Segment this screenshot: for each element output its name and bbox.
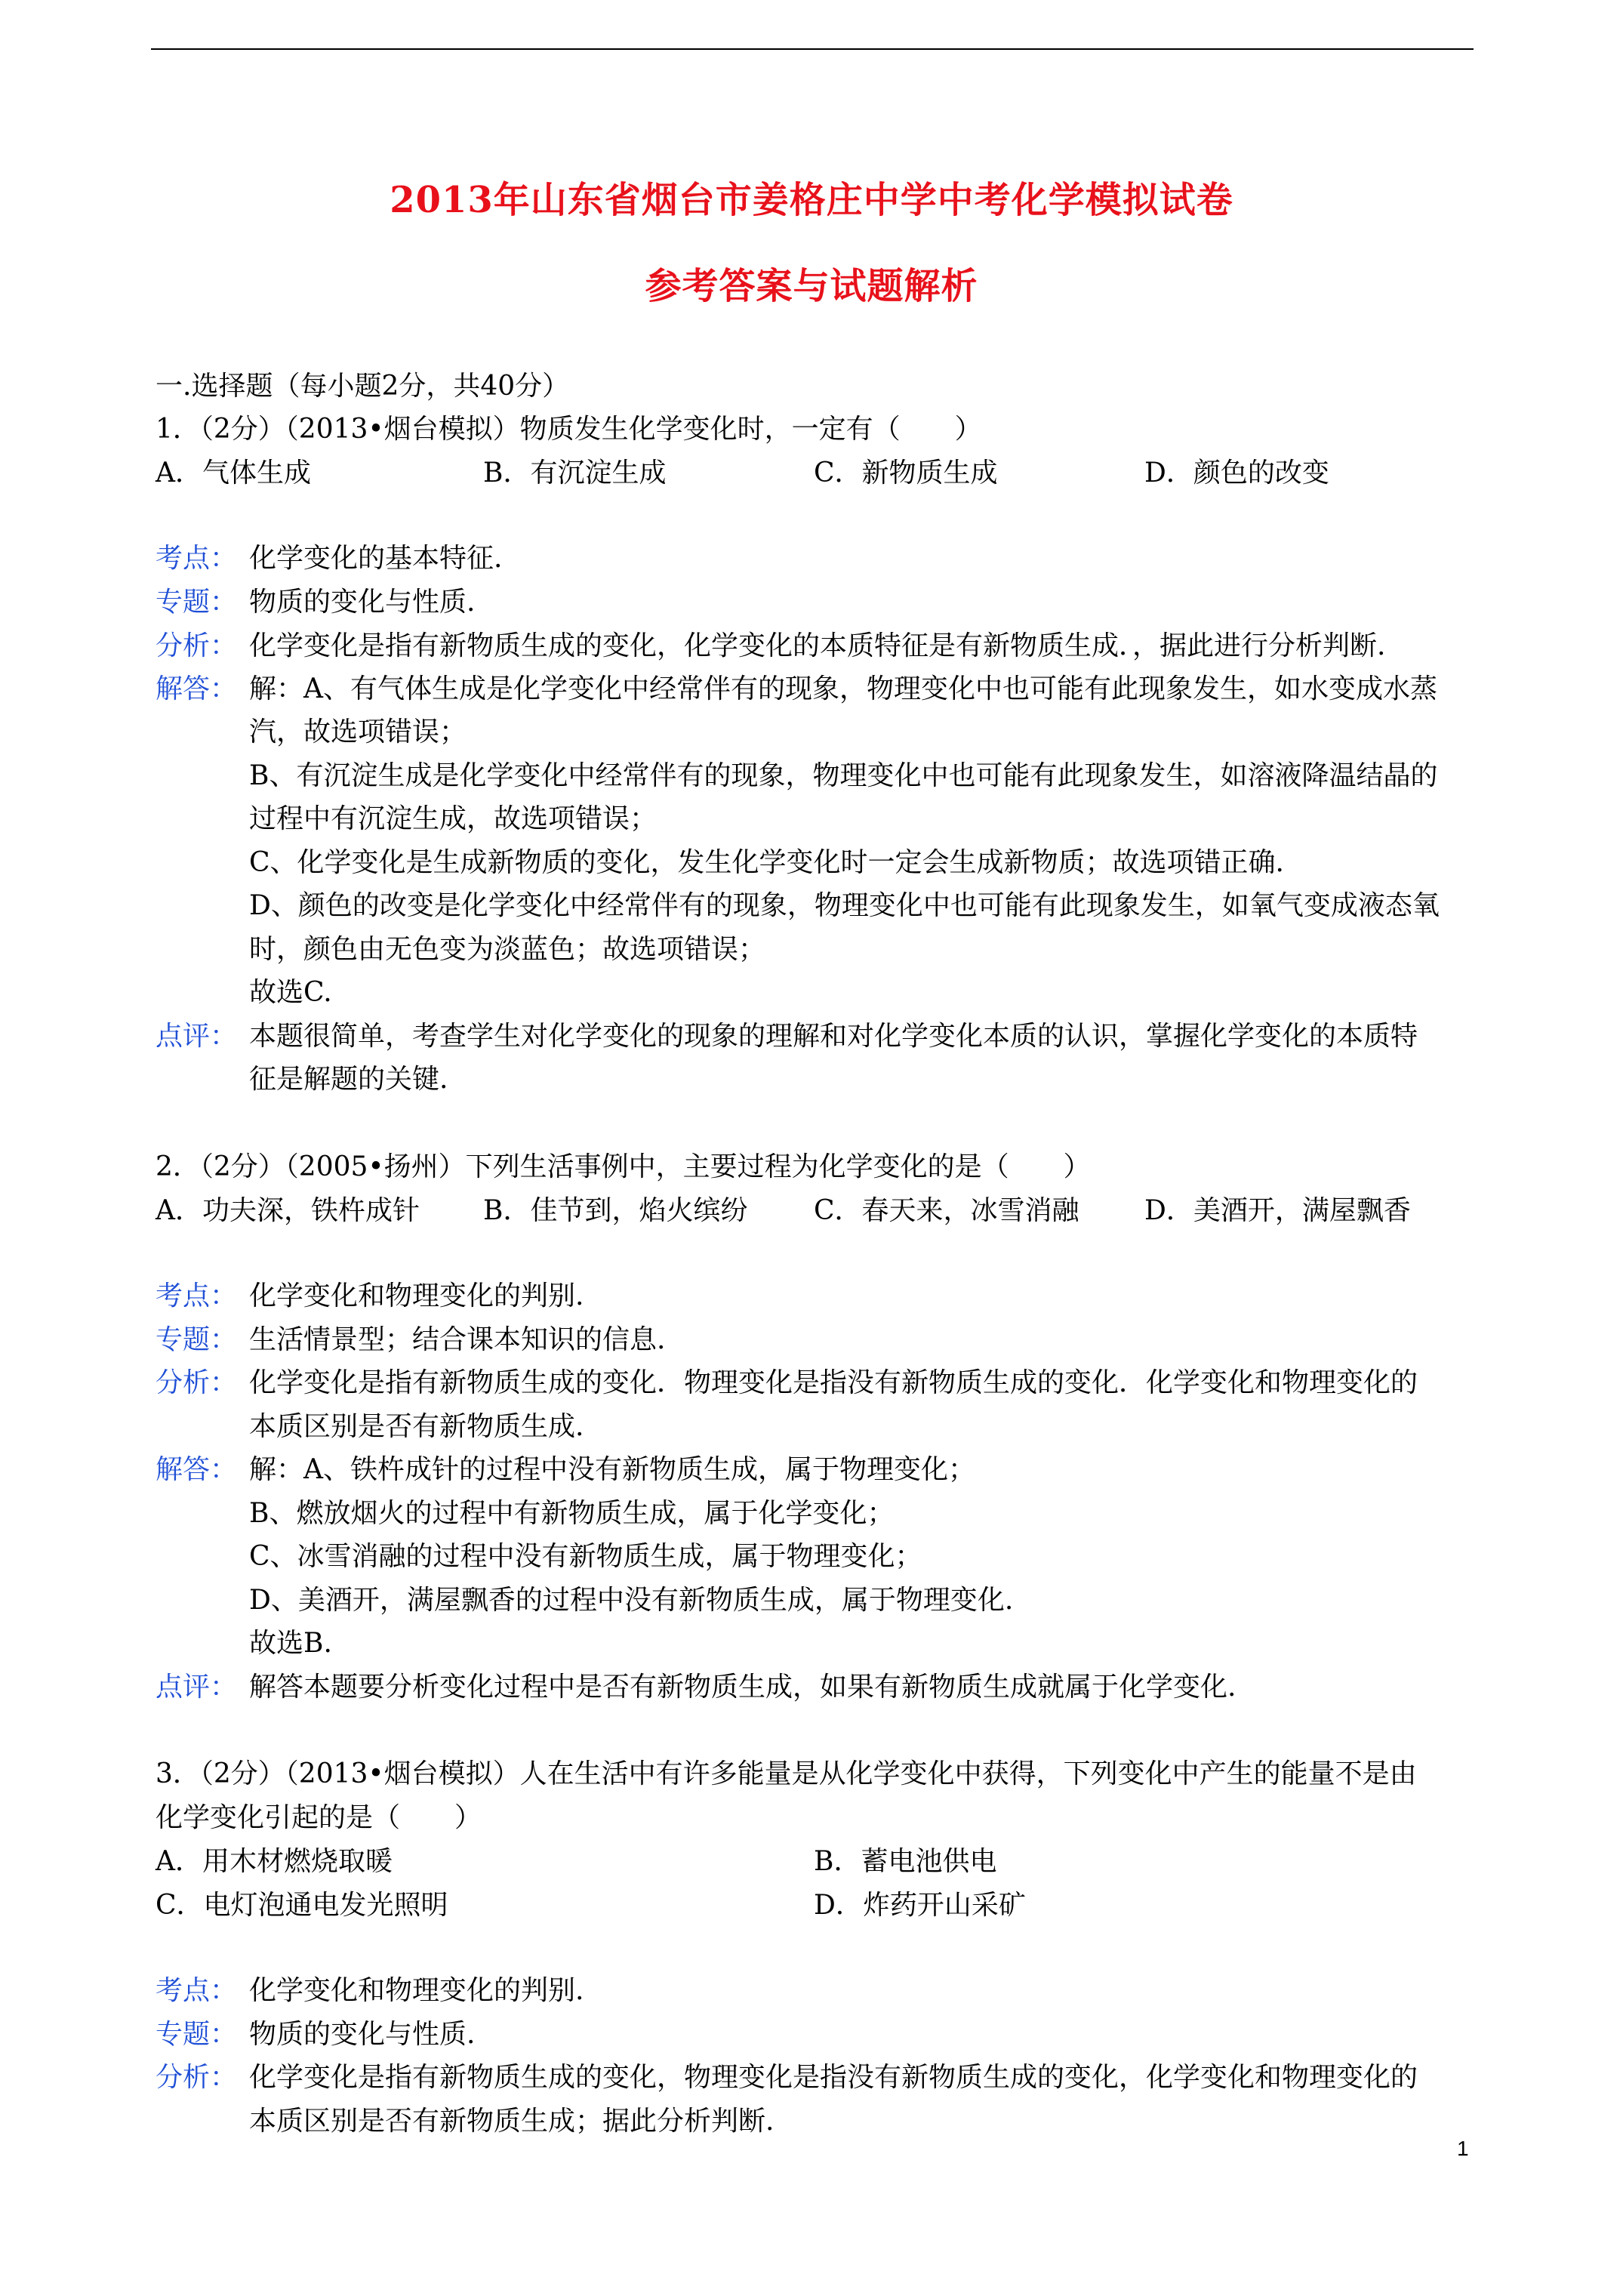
q3-zhuanti-text: 物质的变化与性质. [249, 2019, 476, 2050]
q2-kaodian-text: 化学变化和物理变化的判别. [249, 1281, 584, 1311]
q3-zhuanti-label: 专题： [156, 2019, 238, 2050]
question-2-option-c: C．春天来，冰雪消融 [814, 1195, 1079, 1226]
q1-jieda-line: C、化学变化是生成新物质的变化，发生化学变化时一定会生成新物质；故选项错正确. [249, 847, 1284, 878]
question-1-option-b: B．有沉淀生成 [483, 458, 667, 488]
question-3-option-b: B．蓄电池供电 [814, 1846, 997, 1877]
header-rule [151, 48, 1474, 50]
q3-fenxi-line: 化学变化是指有新物质生成的变化，物理变化是指没有新物质生成的变化，化学变化和物理变化的 [249, 2062, 1418, 2093]
q2-dianping-label: 点评： [156, 1672, 238, 1703]
q2-jieda-line: 解：A、铁杵成针的过程中没有新物质生成，属于物理变化； [249, 1454, 975, 1485]
question-2-option-d: D．美酒开，满屋飘香 [1144, 1195, 1411, 1226]
q1-jieda-line: B、有沉淀生成是化学变化中经常伴有的现象，物理变化中也可能有此现象发生，如溶液降温结晶的 [249, 760, 1438, 791]
question-1-option-a: A．气体生成 [156, 458, 311, 488]
q2-fenxi-line: 化学变化是指有新物质生成的变化．物理变化是指没有新物质生成的变化．化学变化和物理变化的 [249, 1367, 1418, 1398]
q3-fenxi-label: 分析： [156, 2062, 238, 2093]
q1-jieda-line: 汽，故选项错误； [249, 717, 467, 747]
q3-fenxi-line: 本质区别是否有新物质生成；据此分析判断. [249, 2106, 775, 2137]
q1-fenxi-text: 化学变化是指有新物质生成的变化，化学变化的本质特征是有新物质生成．，据此进行分析判断. [249, 630, 1386, 661]
question-3-option-c: C．电灯泡通电发光照明 [156, 1890, 448, 1921]
q1-zhuanti-text: 物质的变化与性质. [249, 587, 476, 618]
question-2-option-b: B．佳节到，焰火缤纷 [483, 1195, 748, 1226]
q3-kaodian-label: 考点： [156, 1975, 238, 2006]
section-heading: 一.选择题（每小题2分，共40分） [156, 371, 570, 402]
page-subtitle: 参考答案与试题解析 [645, 265, 978, 307]
q1-dianping-line: 本题很简单，考查学生对化学变化的现象的理解和对化学变化本质的认识，掌握化学变化的本质特 [249, 1021, 1418, 1052]
q1-kaodian-label: 考点： [156, 543, 238, 574]
q2-zhuanti-text: 生活情景型；结合课本知识的信息. [249, 1324, 666, 1355]
q2-fenxi-line: 本质区别是否有新物质生成. [249, 1411, 584, 1442]
q2-jieda-line: D、美酒开，满屋飘香的过程中没有新物质生成，属于物理变化. [249, 1585, 1014, 1616]
q2-zhuanti-label: 专题： [156, 1324, 238, 1355]
q2-jieda-line: 故选B. [249, 1628, 332, 1659]
question-3-option-a: A．用木材燃烧取暖 [156, 1846, 393, 1877]
q1-jieda-line: D、颜色的改变是化学变化中经常伴有的现象，物理变化中也可能有此现象发生，如氧气变成液态氧 [249, 890, 1440, 921]
q1-dianping-line: 征是解题的关键. [249, 1064, 448, 1095]
question-2-stem: 2．（2分）（2005•扬州）下列生活事例中，主要过程为化学变化的是（ ） [156, 1151, 1091, 1182]
q2-fenxi-label: 分析： [156, 1367, 238, 1398]
q2-jieda-line: C、冰雪消融的过程中没有新物质生成，属于物理变化； [249, 1541, 922, 1572]
q2-jieda-label: 解答： [156, 1454, 238, 1485]
q1-jieda-line: 过程中有沉淀生成，故选项错误； [249, 803, 658, 834]
page-title: 2013年山东省烟台市姜格庄中学中考化学模拟试卷 [390, 179, 1233, 221]
q3-kaodian-text: 化学变化和物理变化的判别. [249, 1975, 584, 2006]
q2-kaodian-label: 考点： [156, 1281, 238, 1311]
question-1-option-d: D．颜色的改变 [1144, 458, 1329, 488]
q1-zhuanti-label: 专题： [156, 587, 238, 618]
q2-dianping-text: 解答本题要分析变化过程中是否有新物质生成，如果有新物质生成就属于化学变化. [249, 1672, 1236, 1703]
page-number: 1 [1457, 2137, 1469, 2160]
question-1-option-c: C．新物质生成 [814, 458, 998, 488]
q1-jieda-line: 故选C. [249, 977, 332, 1008]
question-1-stem: 1．（2分）（2013•烟台模拟）物质发生化学变化时，一定有（ ） [156, 414, 982, 445]
question-3-stem: 化学变化引起的是（ ） [156, 1802, 482, 1833]
q2-jieda-line: B、燃放烟火的过程中有新物质生成，属于化学变化； [249, 1498, 895, 1529]
q1-dianping-label: 点评： [156, 1021, 238, 1052]
q1-fenxi-label: 分析： [156, 630, 238, 661]
question-2-option-a: A．功夫深，铁杵成针 [156, 1195, 420, 1226]
q1-jieda-line: 解：A、有气体生成是化学变化中经常伴有的现象，物理变化中也可能有此现象发生，如水变成水蒸 [249, 673, 1437, 704]
question-3-stem: 3．（2分）（2013•烟台模拟）人在生活中有许多能量是从化学变化中获得，下列变化中产生的能量不是由 [156, 1758, 1417, 1789]
question-3-option-d: D．炸药开山采矿 [814, 1890, 1026, 1921]
q1-jieda-line: 时，颜色由无色变为淡蓝色；故选项错误； [249, 934, 766, 965]
q1-jieda-label: 解答： [156, 673, 238, 704]
q1-kaodian-text: 化学变化的基本特征. [249, 543, 503, 574]
